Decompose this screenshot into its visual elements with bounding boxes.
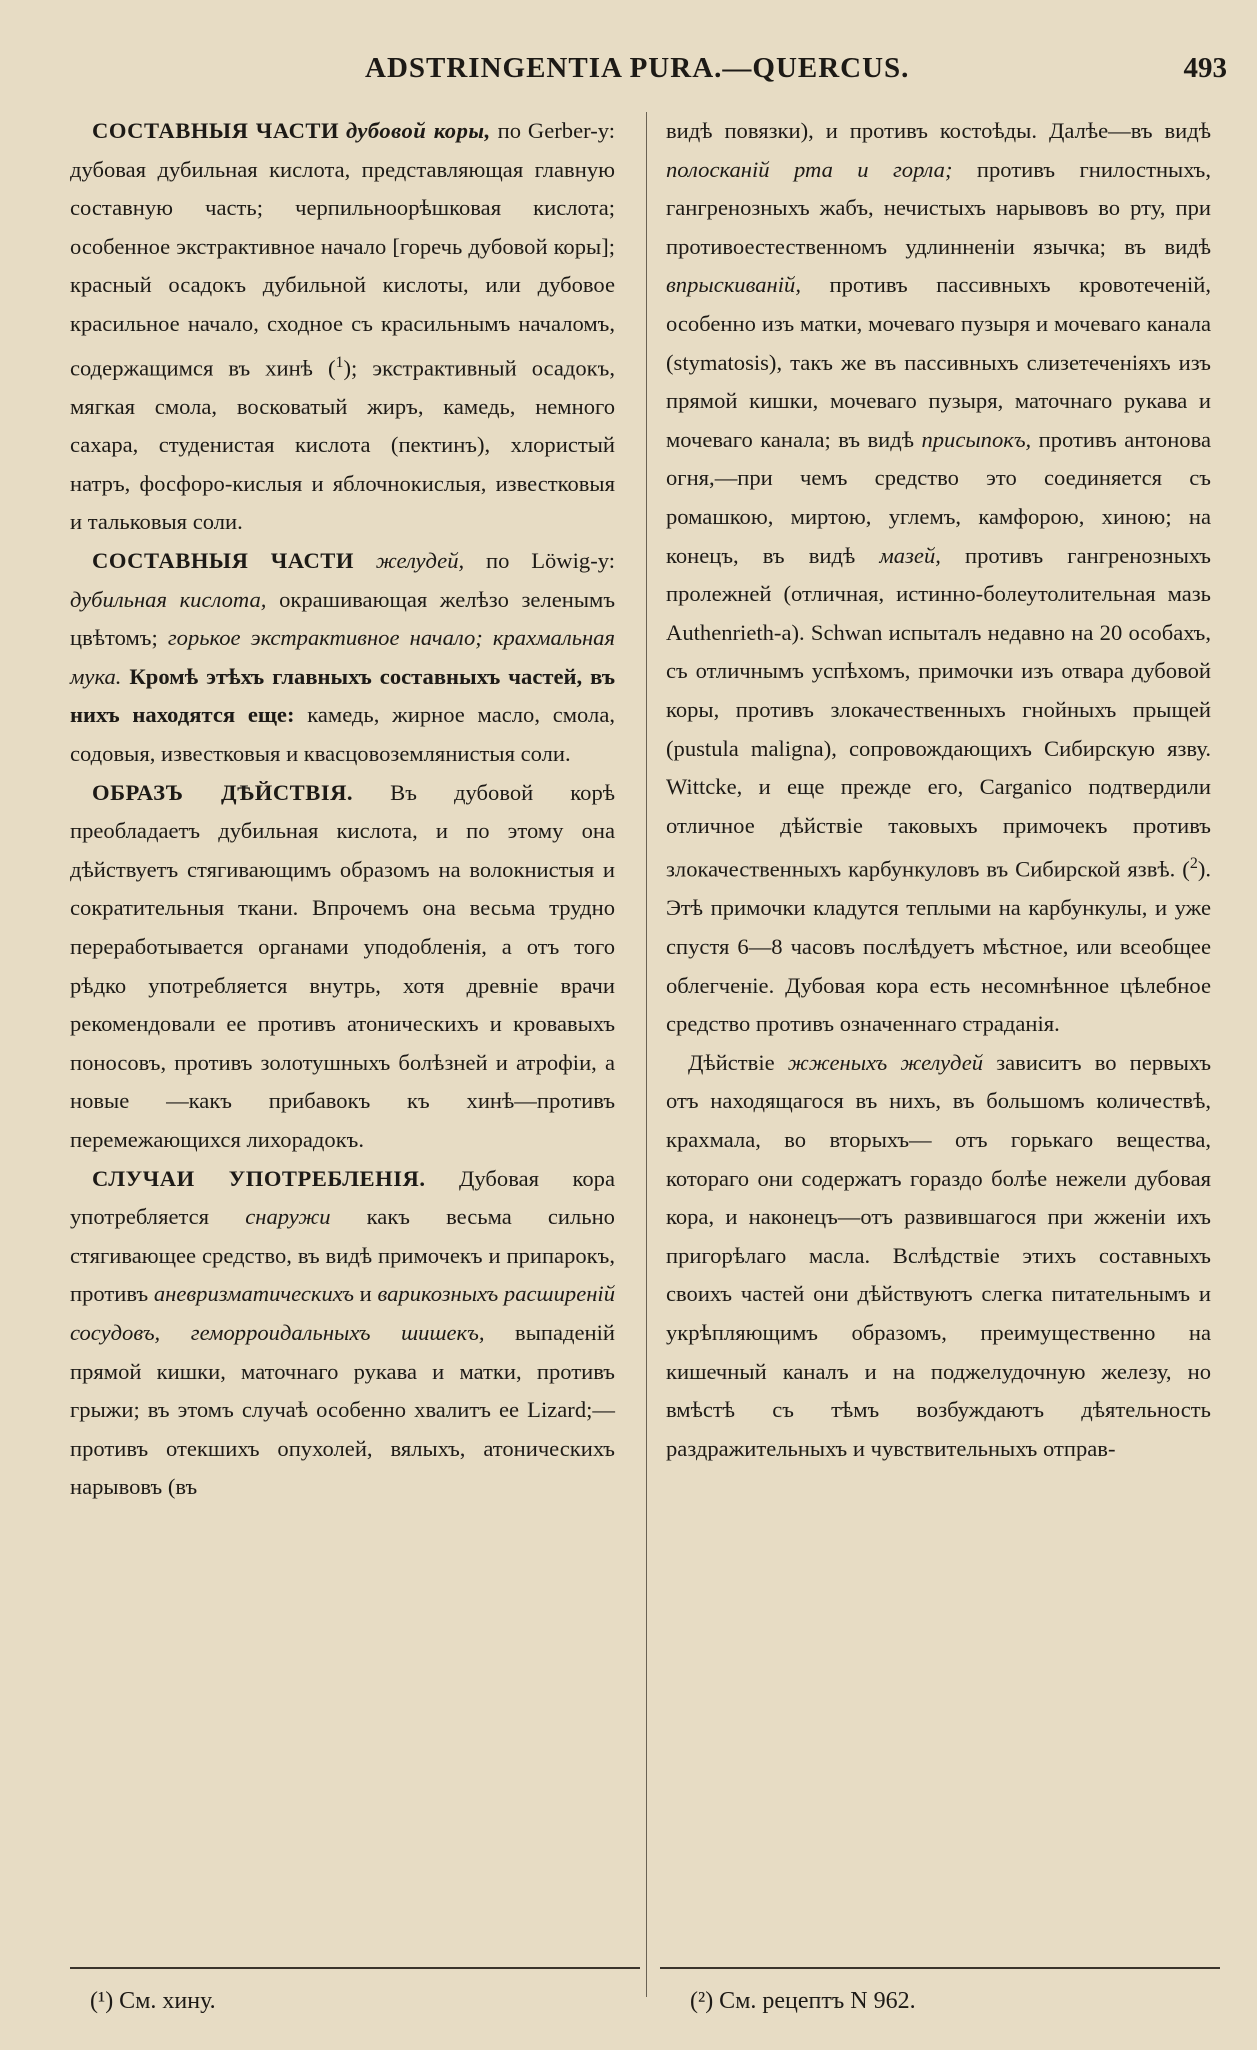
footnote-ref: 2 — [1189, 855, 1198, 873]
section-heading: СОСТАВНЫЯ ЧАСТИ — [92, 118, 340, 143]
section-heading: ОБРАЗЪ ДѢЙСТВІЯ. — [92, 779, 354, 805]
paragraph-usage: СЛУЧАИ УПОТРЕБЛЕНІЯ. Дубовая кора употребляется снаружи какъ весьма сильно стягивающее средство, въ видѣ примочекъ и припарокъ, противъ аневризматическихъ и варикозныхъ расширеній сосудовъ, геморроидальныхъ шишекъ, выпаденій прямой кишки, маточнаго рукава и матки, противъ грыжи; въ этомъ случаѣ особенно хвалитъ ее Lizard;—противъ отекшихъ опухолей, вялыхъ, атоническихъ нарывовъ (въ — [70, 1165, 615, 1500]
left-column — [70, 112, 615, 1507]
footnote-ref: 1 — [335, 353, 344, 371]
paragraph-bark-components: СОСТАВНЫЯ ЧАСТИ дубовой коры, по Gerber-у: дубовая дубильная кислота, представляющая главную составную часть; черпильноорѣшковая кислота; особенное экстрактивное начало [горечь дубовой коры]; красный осадокъ дубильной кислоты, или дубовое красильное начало, сходное съ красильнымъ началомъ, содержащимся въ хинѣ ($^1$); экстрактивный осадокъ, мягкая смола, восковатый жиръ, камедь, немного сахара, студенистая кислота (пектинъ), хлористый натръ, фосфоро-кислыя и яблочнокислыя, известковыя и тальковыя соли. — [70, 118, 615, 535]
section-heading: СОСТАВНЫЯ ЧАСТИ — [92, 548, 354, 574]
footnote-rule-right — [660, 1967, 1220, 1969]
running-title: ADSTRINGENTIA PURA.—QUERCUS. — [365, 52, 910, 84]
paragraph-usage-continued: видѣ повязки), и противъ костоѣды. Далѣе—въ видѣ полосканій рта и горла; противъ гнилостныхъ, гангренозныхъ жабъ, нечистыхъ нарывовъ во рту, при противоестественномъ удлинненіи язычка; въ видѣ впрыскиваній, противъ пассивныхъ кровотеченій, особенно изъ матки, мочеваго пузыря и мочеваго канала (stymatosis), такъ же въ пассивныхъ слизетеченіяхъ изъ прямой кишки, мочеваго пузыря, маточнаго рукава и мочеваго канала; въ видѣ присыпокъ, противъ антонова огня,—при чемъ средство это соединяется съ ромашкою, миртою, углемъ, камфорою, хиною; на конецъ, въ видѣ мазей, противъ гангренозныхъ пролежней (отличная, истинно-болеутолительная мазь Authenrieth-а). Schwan испыталъ недавно на 20 особахъ, съ отличнымъ успѣхомъ, примочки изъ отвара дубовой коры, противъ злокачественныхъ гнойныхъ прыщей (pustula maligna), сопровождающихъ Сибирскую язву. Wittcke, и еще прежде его, Carganico подтвердили отличное дѣйствіе таковыхъ примочекъ противъ злокачественныхъ карбункуловъ въ Сибирской язвѣ. ($^2$). Этѣ примочки кладутся теплыми на карбункулы, и уже спустя 6—8 часовъ послѣдуетъ мѣстное, или всеобщее облегченіе. Дубовая кора есть несомнѣнное цѣлебное средство противъ означеннаго страданія. — [666, 118, 1211, 1037]
page-header — [0, 52, 1257, 92]
right-column — [666, 112, 1211, 1468]
column-divider — [646, 112, 647, 1997]
footnote-right: (²) См. рецептъ N 962. — [690, 1988, 916, 2014]
page-number: 493 — [1183, 52, 1227, 84]
footnote-rule-left — [70, 1967, 640, 1969]
paragraph-acorn-components: СОСТАВНЫЯ ЧАСТИ желудей, по Löwig-у: дубильная кислота, окрашивающая желѣзо зеленымъ цвѣтомъ; горькое экстрактивное начало; крахмальная мука. Кромѣ этѣхъ главныхъ составныхъ частей, въ нихъ находятся еще: камедь, жирное масло, смола, содовыя, известковыя и квасцовоземлянистыя соли. — [70, 548, 616, 767]
paragraph-burnt-acorns: Дѣйствіе жженыхъ желудей зависитъ во первыхъ отъ находящагося въ нихъ, въ большомъ количествѣ, крахмала, во вторыхъ— отъ горькаго вещества, котораго они содержатъ гораздо болѣе нежели дубовая кора, и наконецъ—отъ развившагося при жженіи ихъ пригорѣлаго масла. Вслѣдствіе этихъ составныхъ своихъ частей они дѣйствуютъ слегка питательнымъ и укрѣпляющимъ образомъ, преимущественно на кишечный каналъ и на поджелудочную железу, но вмѣстѣ съ тѣмъ возбуждаютъ дѣятельность раздражительныхъ и чувствительныхъ отправ- — [666, 1049, 1212, 1461]
paragraph-action: ОБРАЗЪ ДѢЙСТВІЯ. Въ дубовой корѣ преобладаетъ дубильная кислота, и по этому она дѣйствуетъ стягивающимъ образомъ на волокнистыя и сократительныя ткани. Впрочемъ она весьма трудно переработывается органами уподобленія, а отъ того рѣдко употребляется внутрь, хотя древніе врачи рекомендовали ее противъ атоническихъ и кровавыхъ поносовъ, противъ золотушныхъ болѣзней и атрофіи, а новые —какъ прибавокъ къ хинѣ—противъ перемежающихся лихорадокъ. — [70, 779, 616, 1152]
section-heading: СЛУЧАИ УПОТРЕБЛЕНІЯ. — [92, 1165, 426, 1191]
footnote-left: (¹) См. хину. — [90, 1988, 216, 2014]
